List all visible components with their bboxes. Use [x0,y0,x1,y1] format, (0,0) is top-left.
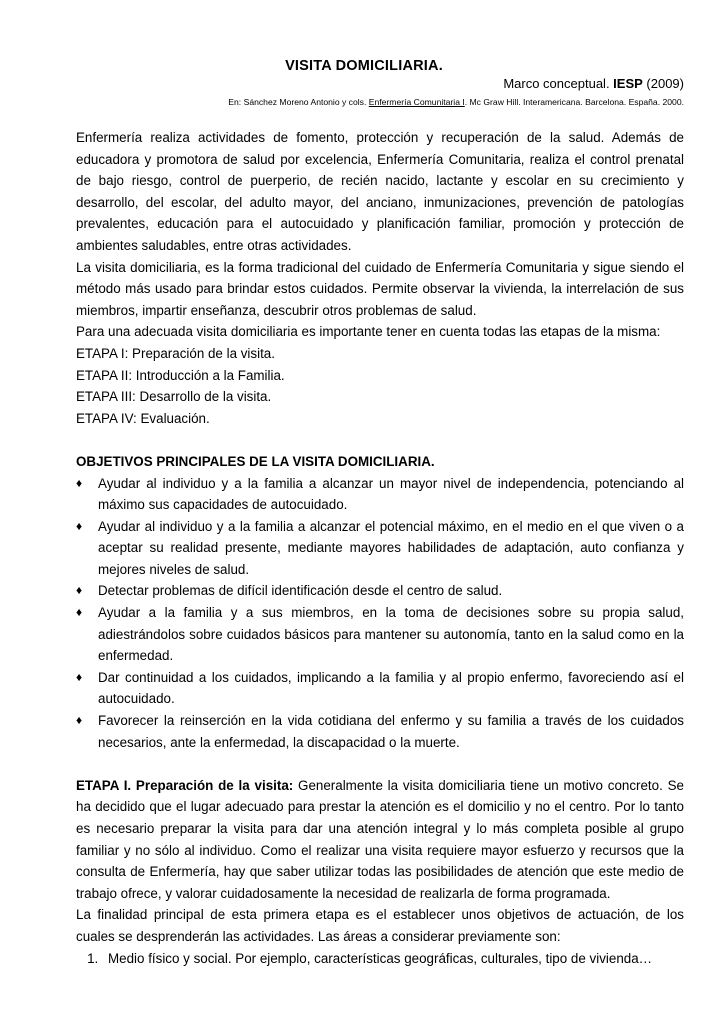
list-item [76,473,684,516]
diamond-bullet-icon: ♦ [76,713,83,728]
spacer [76,753,684,775]
list-item [76,602,684,667]
stage-line: ETAPA III: Desarrollo de la visita. [76,389,272,405]
stage1-text: Generalmente la visita domiciliaria tiene un motivo concreto. Se ha decidido que el lugar adecuado para prestar la atención es el domicilio y no el centro. Por lo tanto es necesario preparar la visita para dar una atención integral y lo más completa posible al grupo familiar y no sólo al individuo. Como el realizar una visita requiere mayor esfuerzo y recursos que la consulta de Enfermería, hay que saber utilizar todas las posibilidades de atención que este medio de trabajo ofrece, y valorar cuidadosamente la necesidad de realizarla de forma programada. [76,777,684,901]
list-item: 1. Medio físico y social. Por ejemplo, características geográficas, culturales, tipo de vivienda… [102,948,684,970]
source-citation [228,97,684,107]
stage-line: ETAPA I: Preparación de la visita. [76,345,275,361]
list-item [76,580,684,602]
diamond-bullet-icon: ♦ [76,583,83,598]
intro-paragraph-3: Para una adecuada visita domiciliaria es importante tener en cuenta todas las etapas de la misma: [76,324,661,340]
list-item-text: Ayudar a la familia y a sus miembros, en la toma de decisiones sobre su propia salud, adiestrándolos sobre cuidados básicos para mantener su autonomía, tanto en la salud como en la enfermedad. [98,605,684,664]
stage1-heading: ETAPA I. Preparación de la visita: [76,777,294,793]
list-item [76,516,684,581]
intro-paragraph-1: Enfermería realiza actividades de fomento, protección y recuperación de la salud. Además de educadora y promotora de salud por excelencia, Enfermería Comunitaria, realiza el control prenatal de bajo riesgo, control de puerperio, de recién nacido, lactante y escolar en su crecimiento y desarrollo, del escolar, del adulto mayor, del anciano, inmunizaciones, prevención de patologías prevalentes, educación para el autocuidado y planificación familiar, promoción y protección de ambientes saludables, entre otras actividades. [76,130,684,253]
stage-line: ETAPA II: Introducción a la Familia. [76,367,285,383]
source-authors: En: Sánchez Moreno Antonio y cols. [228,97,369,107]
document-subtitle [503,76,684,91]
list-item-text: Detectar problemas de difícil identificación desde el centro de salud. [98,583,503,599]
diamond-bullet-icon: ♦ [76,518,83,533]
stage1-paragraph-1 [76,775,684,905]
objectives-list [76,473,684,754]
subtitle-prefix: Marco conceptual. [503,76,614,91]
source-publisher: . Mc Graw Hill. Interamericana. Barcelona. España. 2000. [464,97,684,107]
spacer [76,429,684,451]
source-book-title: Enfermería Comunitaria I [368,97,465,107]
stage-line: ETAPA IV: Evaluación. [76,410,210,426]
list-item-text: Ayudar al individuo y a la familia a alcanzar el potencial máximo, en el medio en el que viven o a aceptar su realidad presente, mediante mayores habilidades de adaptación, auto confianza y mejores niveles de salud. [98,518,684,577]
list-item [76,710,684,753]
document-body [76,127,684,969]
subtitle-year: (2009) [642,76,684,91]
diamond-bullet-icon: ♦ [76,475,83,490]
diamond-bullet-icon: ♦ [76,605,83,620]
document-title: VISITA DOMICILIARIA. [285,58,443,74]
objectives-heading: OBJETIVOS PRINCIPALES DE LA VISITA DOMICILIARIA. [76,453,435,469]
diamond-bullet-icon: ♦ [76,669,83,684]
list-item-text: Ayudar al individuo y a la familia a alcanzar un mayor nivel de independencia, potenciando al máximo sus capacidades de autocuidado. [98,475,684,513]
list-item-text: Favorecer la reinserción en la vida cotidiana del enfermo y su familia a través de los cuidados necesarios, ante la enfermedad, la discapacidad o la muerte. [98,713,684,750]
subtitle-institution: IESP [613,76,643,91]
list-item [76,667,684,710]
stage1-paragraph-2: La finalidad principal de esta primera etapa es el establecer unos objetivos de actuación, de los cuales se desprenderán las actividades. Las áreas a considerar previamente son: [76,907,684,944]
list-item-text: Dar continuidad a los cuidados, implicando a la familia y al propio enfermo, favoreciendo así el autocuidado. [98,669,684,707]
intro-paragraph-2: La visita domiciliaria, es la forma tradicional del cuidado de Enfermería Comunitaria y sigue siendo el método más usado para brindar estos cuidados. Permite observar la vivienda, la interrelación de sus miembros, impartir enseñanza, descubrir otros problemas de salud. [76,259,684,318]
areas-list [76,948,684,970]
